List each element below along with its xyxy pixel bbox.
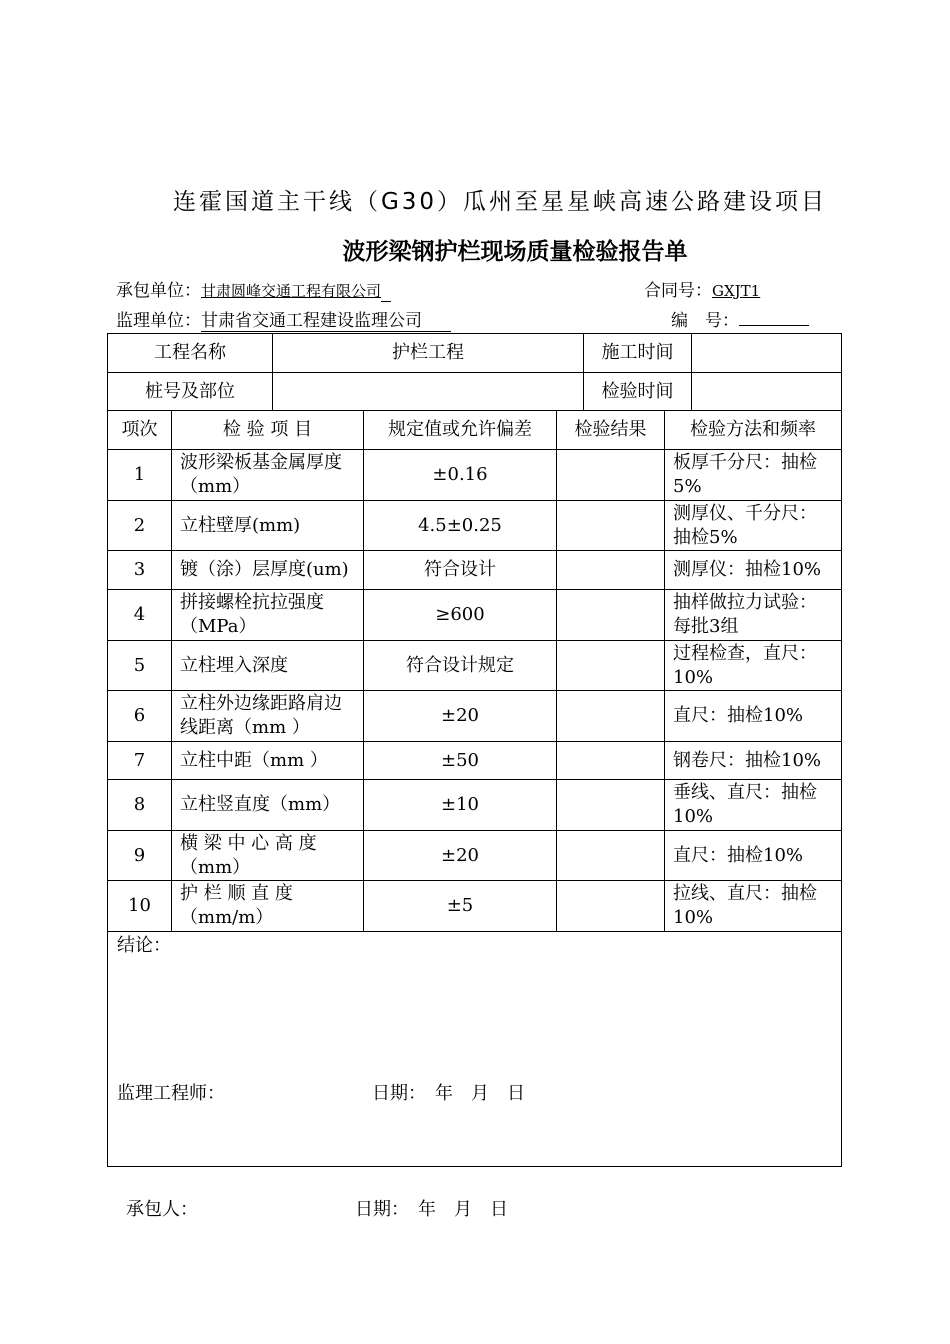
contract-no-value: GXJT1 [712, 282, 761, 300]
row-result [557, 450, 665, 501]
row-spec: ±50 [364, 742, 557, 780]
row-item: 立柱埋入深度 [172, 641, 364, 691]
row-item: 立柱壁厚(mm) [172, 501, 364, 551]
row-item: 立柱外边缘距路肩边线距离（mm ） [172, 691, 364, 742]
col-header-result: 检验结果 [557, 411, 665, 450]
table-row [108, 780, 842, 831]
table-row [108, 450, 842, 501]
serial-no-label: 编 号： [671, 311, 739, 331]
project-title: 连霍国道主干线（G30）瓜州至星星峡高速公路建设项目 [172, 189, 828, 215]
row-no: 6 [108, 691, 172, 742]
row-no: 3 [108, 551, 172, 590]
col-header-no: 项次 [108, 411, 172, 450]
row-method: 垂线、直尺：抽检10% [665, 780, 842, 831]
construction-time-value [692, 334, 842, 373]
row-spec: ±10 [364, 780, 557, 831]
row-item: 立柱竖直度（mm） [172, 780, 364, 831]
table-row [108, 691, 842, 742]
station-label: 桩号及部位 [108, 373, 273, 411]
row-method: 直尺：抽检10% [665, 691, 842, 742]
row-spec: ±20 [364, 831, 557, 881]
col-header-method: 检验方法和频率 [665, 411, 842, 450]
row-method: 测厚仪、千分尺：抽检5% [665, 501, 842, 551]
row-result [557, 641, 665, 691]
supervisor-line [116, 306, 451, 332]
row-result [557, 742, 665, 780]
row-item: 护 栏 顺 直 度（mm/m） [172, 881, 364, 932]
contractor-person-label: 承包人： [126, 1199, 198, 1220]
table-row [108, 742, 842, 780]
row-result [557, 831, 665, 881]
row-no: 7 [108, 742, 172, 780]
contractor-date: 日期： 年 月 日 [355, 1199, 508, 1220]
row-no: 9 [108, 831, 172, 881]
row-no: 2 [108, 501, 172, 551]
row-no: 8 [108, 780, 172, 831]
contract-no-line [644, 276, 760, 301]
row-item: 拼接螺栓抗拉强度（MPa） [172, 590, 364, 641]
row-method: 测厚仪：抽检10% [665, 551, 842, 590]
row-result [557, 551, 665, 590]
project-name-value: 护栏工程 [273, 334, 584, 373]
contractor-value: 甘肃圆峰交通工程有限公司 [201, 282, 382, 300]
row-method: 抽样做拉力试验：每批3组 [665, 590, 842, 641]
inspection-table [107, 333, 842, 1167]
row-spec: 符合设计规定 [364, 641, 557, 691]
contractor-line [116, 276, 391, 302]
col-header-item: 检 验 项 目 [172, 411, 364, 450]
form-title: 波形梁钢护栏现场质量检验报告单 [342, 239, 688, 265]
station-value [273, 373, 584, 411]
table-row [108, 501, 842, 551]
station-row [108, 373, 842, 411]
row-method: 拉线、直尺：抽检10% [665, 881, 842, 932]
col-header-spec: 规定值或允许偏差 [364, 411, 557, 450]
row-method: 直尺：抽检10% [665, 831, 842, 881]
conclusion-cell [108, 932, 842, 1167]
row-spec: 4.5±0.25 [364, 501, 557, 551]
project-name-label: 工程名称 [108, 334, 273, 373]
row-no: 10 [108, 881, 172, 932]
project-name-row [108, 334, 842, 373]
conclusion-row [108, 932, 842, 1167]
row-method: 板厚千分尺：抽检5% [665, 450, 842, 501]
row-spec: 符合设计 [364, 551, 557, 590]
serial-no-line [671, 306, 809, 331]
table-row [108, 590, 842, 641]
row-item: 横 梁 中 心 高 度（mm） [172, 831, 364, 881]
row-no: 1 [108, 450, 172, 501]
row-spec: ±0.16 [364, 450, 557, 501]
row-spec: ±5 [364, 881, 557, 932]
row-item: 镀（涂）层厚度(um) [172, 551, 364, 590]
engineer-date: 日期： 年 月 日 [372, 1083, 525, 1104]
row-spec: ±20 [364, 691, 557, 742]
contract-no-label: 合同号： [644, 281, 712, 301]
row-result [557, 501, 665, 551]
inspection-time-value [692, 373, 842, 411]
row-item: 立柱中距（mm ） [172, 742, 364, 780]
row-no: 4 [108, 590, 172, 641]
table-row [108, 881, 842, 932]
supervisor-label: 监理单位： [116, 311, 201, 331]
row-no: 5 [108, 641, 172, 691]
row-method: 钢卷尺：抽检10% [665, 742, 842, 780]
supervisor-value: 甘肃省交通工程建设监理公司 [201, 306, 451, 332]
construction-time-label: 施工时间 [584, 334, 692, 373]
conclusion-label: 结论： [117, 935, 171, 956]
contractor-underline [381, 281, 391, 302]
table-row [108, 641, 842, 691]
inspection-time-label: 检验时间 [584, 373, 692, 411]
serial-no-value [739, 325, 809, 326]
row-result [557, 780, 665, 831]
contractor-label: 承包单位： [116, 281, 201, 301]
row-spec: ≥600 [364, 590, 557, 641]
column-header-row [108, 411, 842, 450]
row-result [557, 590, 665, 641]
engineer-label: 监理工程师： [117, 1083, 225, 1104]
row-item: 波形梁板基金属厚度（mm） [172, 450, 364, 501]
table-row [108, 551, 842, 590]
table-row [108, 831, 842, 881]
row-method: 过程检查，直尺：10% [665, 641, 842, 691]
row-result [557, 881, 665, 932]
row-result [557, 691, 665, 742]
